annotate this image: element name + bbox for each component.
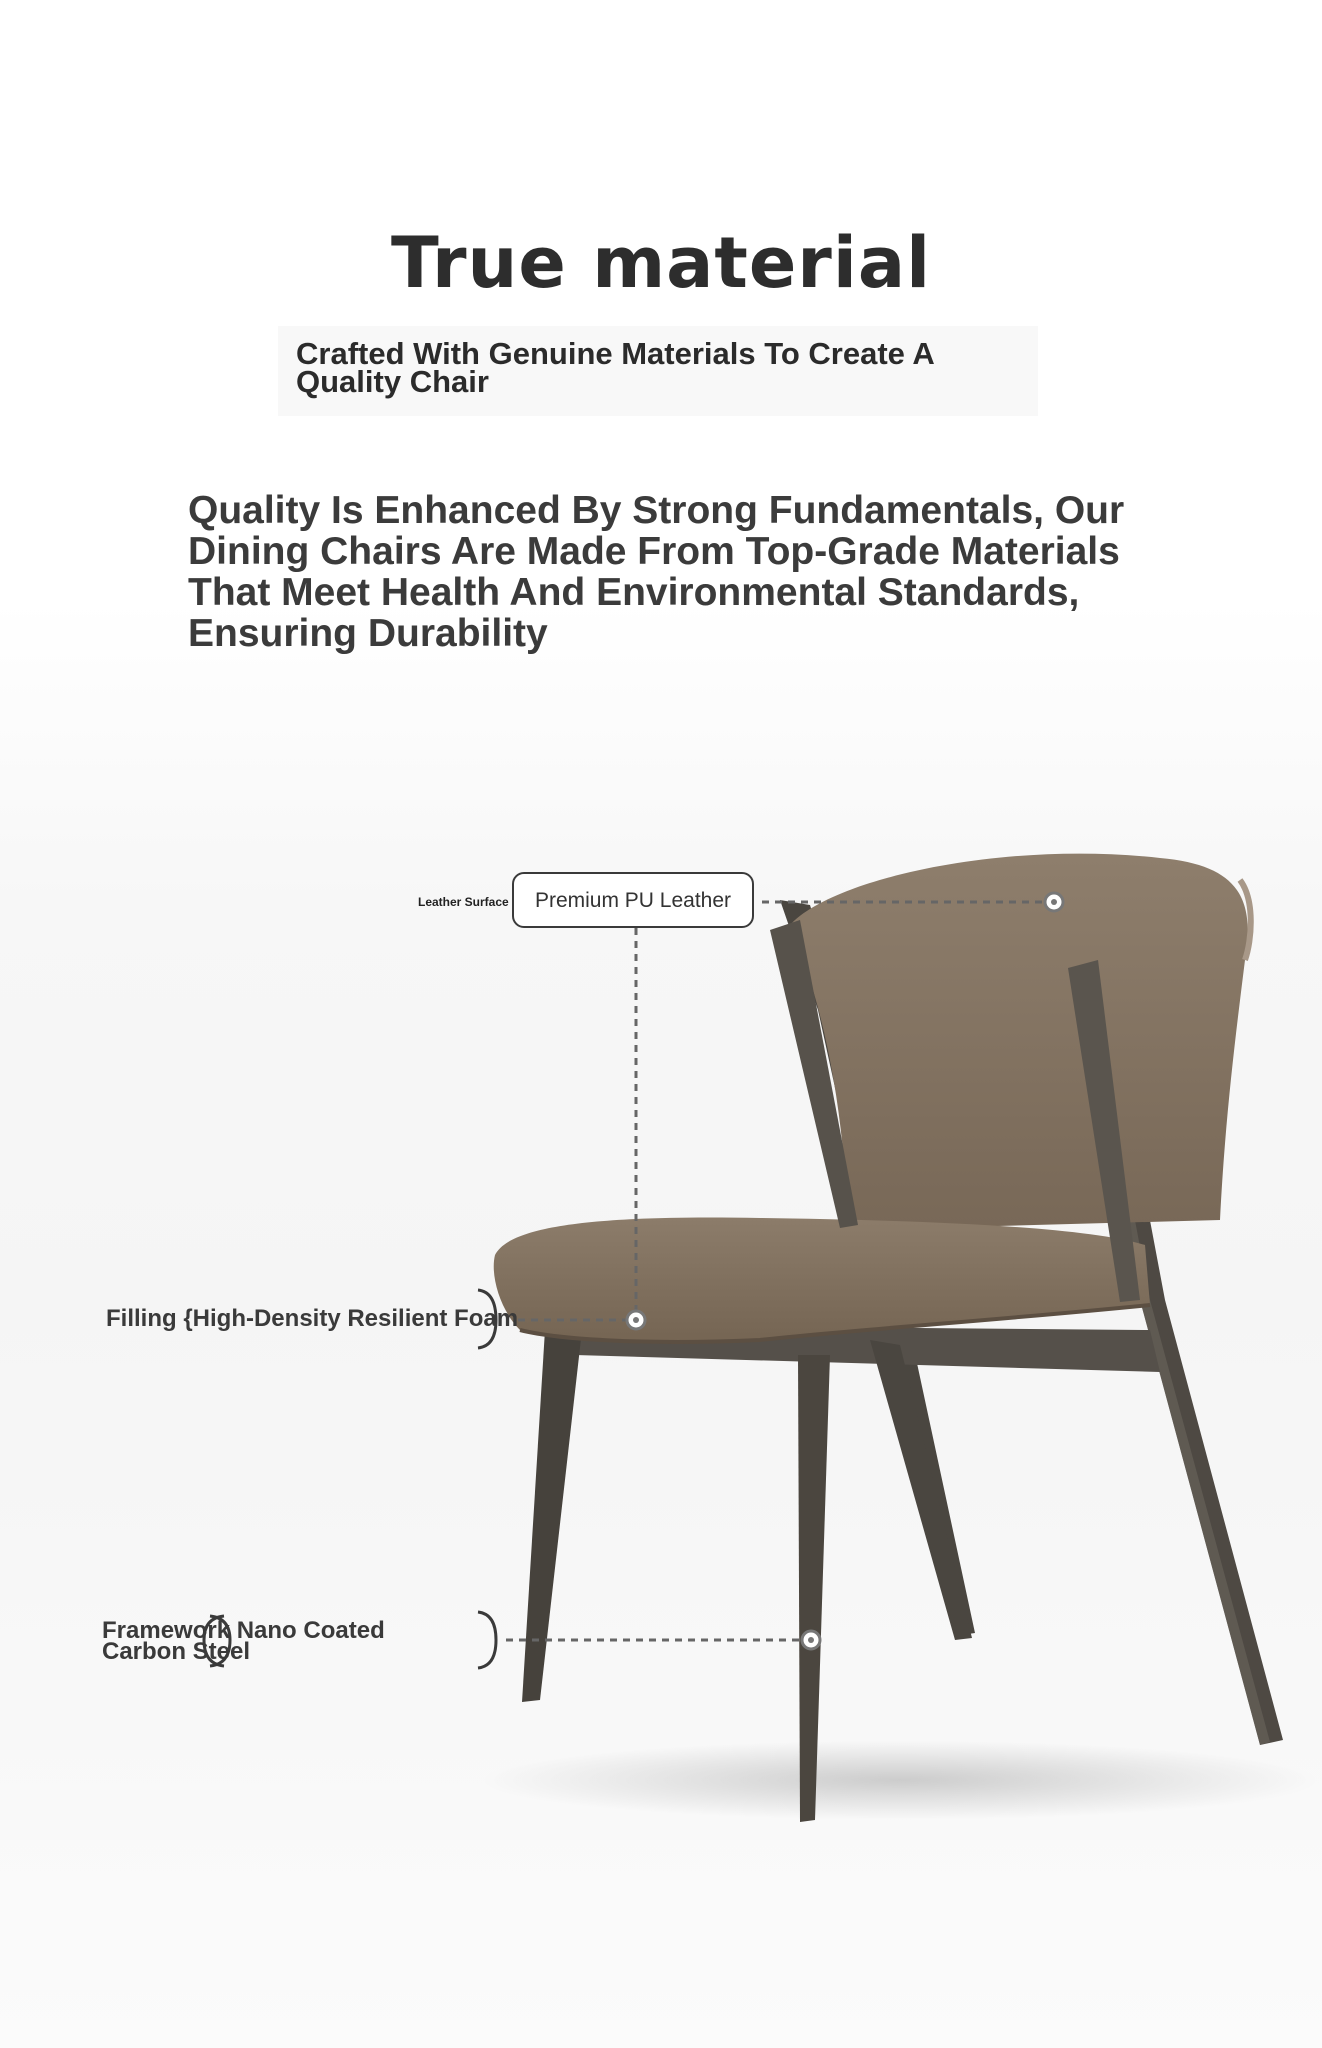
- framework-marker-icon: [802, 1631, 820, 1649]
- seat-cushion: [494, 1217, 1150, 1341]
- description-paragraph: Quality Is Enhanced By Strong Fundamentals, Our Dining Chairs Are Made From Top-Grade Materials That Meet Health And Environmental Standards, Ensuring Durability: [188, 489, 1125, 655]
- filling-marker-icon: [627, 1311, 645, 1329]
- front-left-leg: [522, 1330, 582, 1702]
- framework-label: [102, 1617, 385, 1665]
- leather-marker-icon: [1045, 893, 1063, 911]
- framework-line-1: Framework Nano Coated: [102, 1617, 385, 1644]
- floor-shadow: [480, 1740, 1320, 1820]
- page-title: True material: [390, 222, 932, 304]
- framework-line-2: Carbon Steel: [102, 1638, 251, 1665]
- filling-label: Filling {High-Density Resilient Foam: [106, 1305, 519, 1332]
- leather-surface-label: Leather Surface: [418, 895, 509, 909]
- leather-pill-label: Premium PU Leather: [534, 889, 732, 912]
- backrest: [790, 854, 1248, 1230]
- framework-bracket: [478, 1612, 496, 1668]
- subtitle: Crafted With Genuine Materials To Create A Quality Chair: [296, 336, 934, 399]
